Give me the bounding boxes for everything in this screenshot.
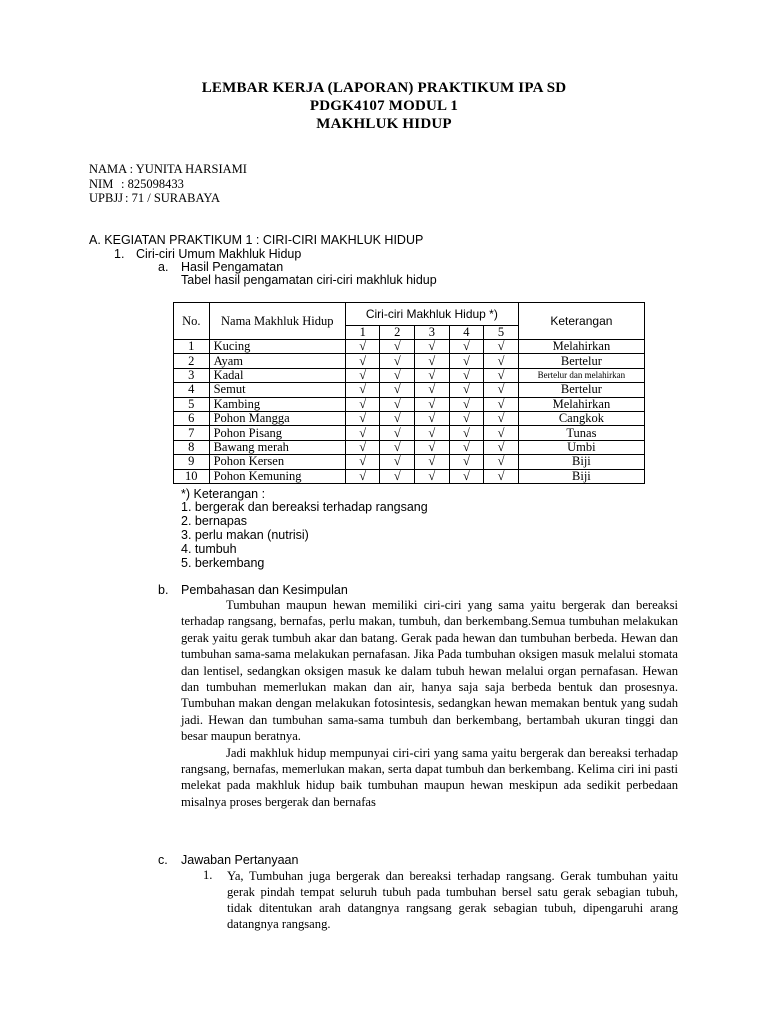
check-mark: √ (345, 368, 380, 382)
organism-name: Bawang merah (209, 440, 345, 454)
row-number: 2 (174, 354, 210, 368)
check-mark: √ (415, 455, 450, 469)
table-row (174, 469, 645, 483)
table-row (174, 397, 645, 411)
organism-keterangan: Bertelur (518, 354, 644, 368)
section-a-heading: A. KEGIATAN PRAKTIKUM 1 : CIRI-CIRI MAKHLUK HIDUP (89, 233, 424, 247)
table-row (174, 340, 645, 354)
row-number: 3 (174, 368, 210, 382)
organism-keterangan: Melahirkan (518, 340, 644, 354)
table-row (174, 368, 645, 382)
organism-keterangan: Biji (518, 455, 644, 469)
organism-name: Ayam (209, 354, 345, 368)
table-row (174, 354, 645, 368)
check-mark: √ (380, 411, 415, 425)
check-mark: √ (449, 354, 484, 368)
organism-keterangan: Umbi (518, 440, 644, 454)
document-subtitle-topic: MAKHLUK HIDUP (316, 116, 452, 132)
header-ciri: Ciri-ciri Makhluk Hidup *) (345, 303, 518, 326)
organism-name: Pohon Mangga (209, 411, 345, 425)
check-mark: √ (345, 440, 380, 454)
observation-table-body (174, 340, 645, 484)
sub-c-letter: c. (158, 853, 168, 867)
answer-1-number: 1. (203, 868, 213, 882)
row-number: 9 (174, 455, 210, 469)
student-upbjj (89, 191, 220, 206)
organism-name: Kambing (209, 397, 345, 411)
table-row (174, 455, 645, 469)
check-mark: √ (380, 440, 415, 454)
row-number: 1 (174, 340, 210, 354)
nim-label: NIM (89, 177, 114, 191)
note-item: 5. berkembang (181, 556, 265, 570)
check-mark: √ (449, 411, 484, 425)
check-mark: √ (449, 455, 484, 469)
organism-name: Kucing (209, 340, 345, 354)
check-mark: √ (345, 354, 380, 368)
check-mark: √ (449, 340, 484, 354)
ciri-number-header: 3 (415, 326, 450, 340)
header-name: Nama Makhluk Hidup (209, 303, 345, 340)
item-1-title: Ciri-ciri Umum Makhluk Hidup (136, 247, 302, 261)
check-mark: √ (484, 426, 519, 440)
table-row (174, 426, 645, 440)
check-mark: √ (449, 368, 484, 382)
check-mark: √ (345, 455, 380, 469)
check-mark: √ (449, 426, 484, 440)
discussion-text (181, 597, 678, 810)
check-mark: √ (449, 469, 484, 483)
organism-name: Kadal (209, 368, 345, 382)
check-mark: √ (345, 397, 380, 411)
check-mark: √ (415, 397, 450, 411)
check-mark: √ (345, 411, 380, 425)
organism-keterangan: Bertelur dan melahirkan (518, 368, 644, 382)
table-row (174, 440, 645, 454)
discussion-paragraph-2: Jadi makhluk hidup mempunyai ciri-ciri yang sama yaitu bergerak dan bereaksi terhadap rangsang, bernafas, memerlukan makan, serta dapat tumbuh dan berkembang. Kelima ciri ini pasti melekat pada makhluk hidup baik tumbuhan maupun hewan meskipun ada sedikit perbedaan misalnya proses bergerak dan bernafas (181, 745, 678, 809)
sub-a-title: Hasil Pengamatan (181, 260, 284, 274)
ciri-number-header: 1 (345, 326, 380, 340)
row-number: 4 (174, 383, 210, 397)
check-mark: √ (484, 368, 519, 382)
notes-heading: *) Keterangan : (181, 487, 266, 501)
check-mark: √ (484, 411, 519, 425)
header-no: No. (174, 303, 210, 340)
check-mark: √ (449, 397, 484, 411)
check-mark: √ (415, 383, 450, 397)
check-mark: √ (449, 440, 484, 454)
check-mark: √ (484, 354, 519, 368)
check-mark: √ (484, 340, 519, 354)
row-number: 8 (174, 440, 210, 454)
nim-value: : 825098433 (121, 177, 184, 191)
check-mark: √ (484, 469, 519, 483)
check-mark: √ (380, 455, 415, 469)
row-number: 5 (174, 397, 210, 411)
answer-1 (227, 868, 678, 932)
table-row (174, 411, 645, 425)
organism-keterangan: Bertelur (518, 383, 644, 397)
sub-a-letter: a. (158, 260, 169, 274)
organism-name: Pohon Pisang (209, 426, 345, 440)
check-mark: √ (380, 426, 415, 440)
check-mark: √ (415, 469, 450, 483)
organism-name: Pohon Kersen (209, 455, 345, 469)
check-mark: √ (415, 368, 450, 382)
check-mark: √ (345, 340, 380, 354)
note-item: 1. bergerak dan bereaksi terhadap rangsang (181, 500, 428, 514)
table-row (174, 383, 645, 397)
upbjj-value: : 71 / SURABAYA (125, 191, 221, 205)
check-mark: √ (415, 411, 450, 425)
organism-keterangan: Tunas (518, 426, 644, 440)
header-keterangan: Keterangan (518, 303, 644, 340)
check-mark: √ (380, 340, 415, 354)
row-number: 6 (174, 411, 210, 425)
check-mark: √ (484, 455, 519, 469)
document-title: LEMBAR KERJA (LAPORAN) PRAKTIKUM IPA SD (201, 80, 567, 96)
organism-keterangan: Melahirkan (518, 397, 644, 411)
check-mark: √ (415, 440, 450, 454)
organism-name: Pohon Kemuning (209, 469, 345, 483)
check-mark: √ (380, 469, 415, 483)
check-mark: √ (415, 426, 450, 440)
check-mark: √ (345, 469, 380, 483)
row-number: 10 (174, 469, 210, 483)
ciri-number-header: 4 (449, 326, 484, 340)
note-item: 4. tumbuh (181, 542, 237, 556)
upbjj-label: UPBJJ (89, 191, 124, 205)
check-mark: √ (380, 368, 415, 382)
check-mark: √ (484, 440, 519, 454)
organism-keterangan: Cangkok (518, 411, 644, 425)
row-number: 7 (174, 426, 210, 440)
check-mark: √ (449, 383, 484, 397)
document-subtitle-module: PDGK4107 MODUL 1 (309, 98, 459, 114)
sub-b-letter: b. (158, 583, 169, 597)
table-caption: Tabel hasil pengamatan ciri-ciri makhluk hidup (181, 273, 437, 287)
note-item: 3. perlu makan (nutrisi) (181, 528, 309, 542)
ciri-number-header: 2 (380, 326, 415, 340)
answer-1-text: Ya, Tumbuhan juga bergerak dan bereaksi terhadap rangsang. Gerak tumbuhan yaitu gerak pindah tempat seluruh tubuh pada tumbuhan bersel satu gerak sebagian tubuh, tidak ditentukan arah datangnya rangsang gerak sebagian tubuh, dipengaruhi arang datangnya rangsang. (227, 869, 678, 931)
sub-c-title: Jawaban Pertanyaan (181, 853, 299, 867)
organism-name: Semut (209, 383, 345, 397)
note-item: 2. bernapas (181, 514, 248, 528)
student-name: NAMA : YUNITA HARSIAMI (89, 162, 247, 176)
check-mark: √ (484, 397, 519, 411)
observation-table (173, 302, 645, 484)
check-mark: √ (380, 383, 415, 397)
check-mark: √ (415, 340, 450, 354)
student-nim (89, 177, 184, 192)
organism-keterangan: Biji (518, 469, 644, 483)
check-mark: √ (484, 383, 519, 397)
check-mark: √ (345, 383, 380, 397)
discussion-paragraph-1: Tumbuhan maupun hewan memiliki ciri-ciri yang sama yaitu bergerak dan bereaksi terhadap rangsang, bernafas, perlu makan, tumbuh, dan berkembang.Semua tumbuhan melakukan gerak yaitu gerak tumbuh akar dan batang. Gerak pada hewan dan tumbuhan berbeda. Hewan dan tumbuhan sama-sama melakukan pernafasan. Jika Pada tumbuhan oksigen masuk melalui stomata dan lentisel, sedangkan oksigen masuk ke dalam tubuh hewan melalui organ pernafasan. Hewan dan tumbuhan memerlukan makan dan air, hanya saja saja berbeda bentuk dan prosesnya. Tumbuhan makan dengan melakukan fotosintesis, sedangkan hewan memakan bentuk yang sudah jadi. Hewan dan tumbuhan sama-sama tumbuh dan berkembang, bertambah ukuran tinggi dan besar maupun beratnya. (181, 598, 678, 744)
sub-b-title: Pembahasan dan Kesimpulan (181, 583, 348, 597)
ciri-number-header: 5 (484, 326, 519, 340)
check-mark: √ (345, 426, 380, 440)
check-mark: √ (380, 354, 415, 368)
check-mark: √ (380, 397, 415, 411)
check-mark: √ (415, 354, 450, 368)
item-1-number: 1. (114, 247, 125, 261)
